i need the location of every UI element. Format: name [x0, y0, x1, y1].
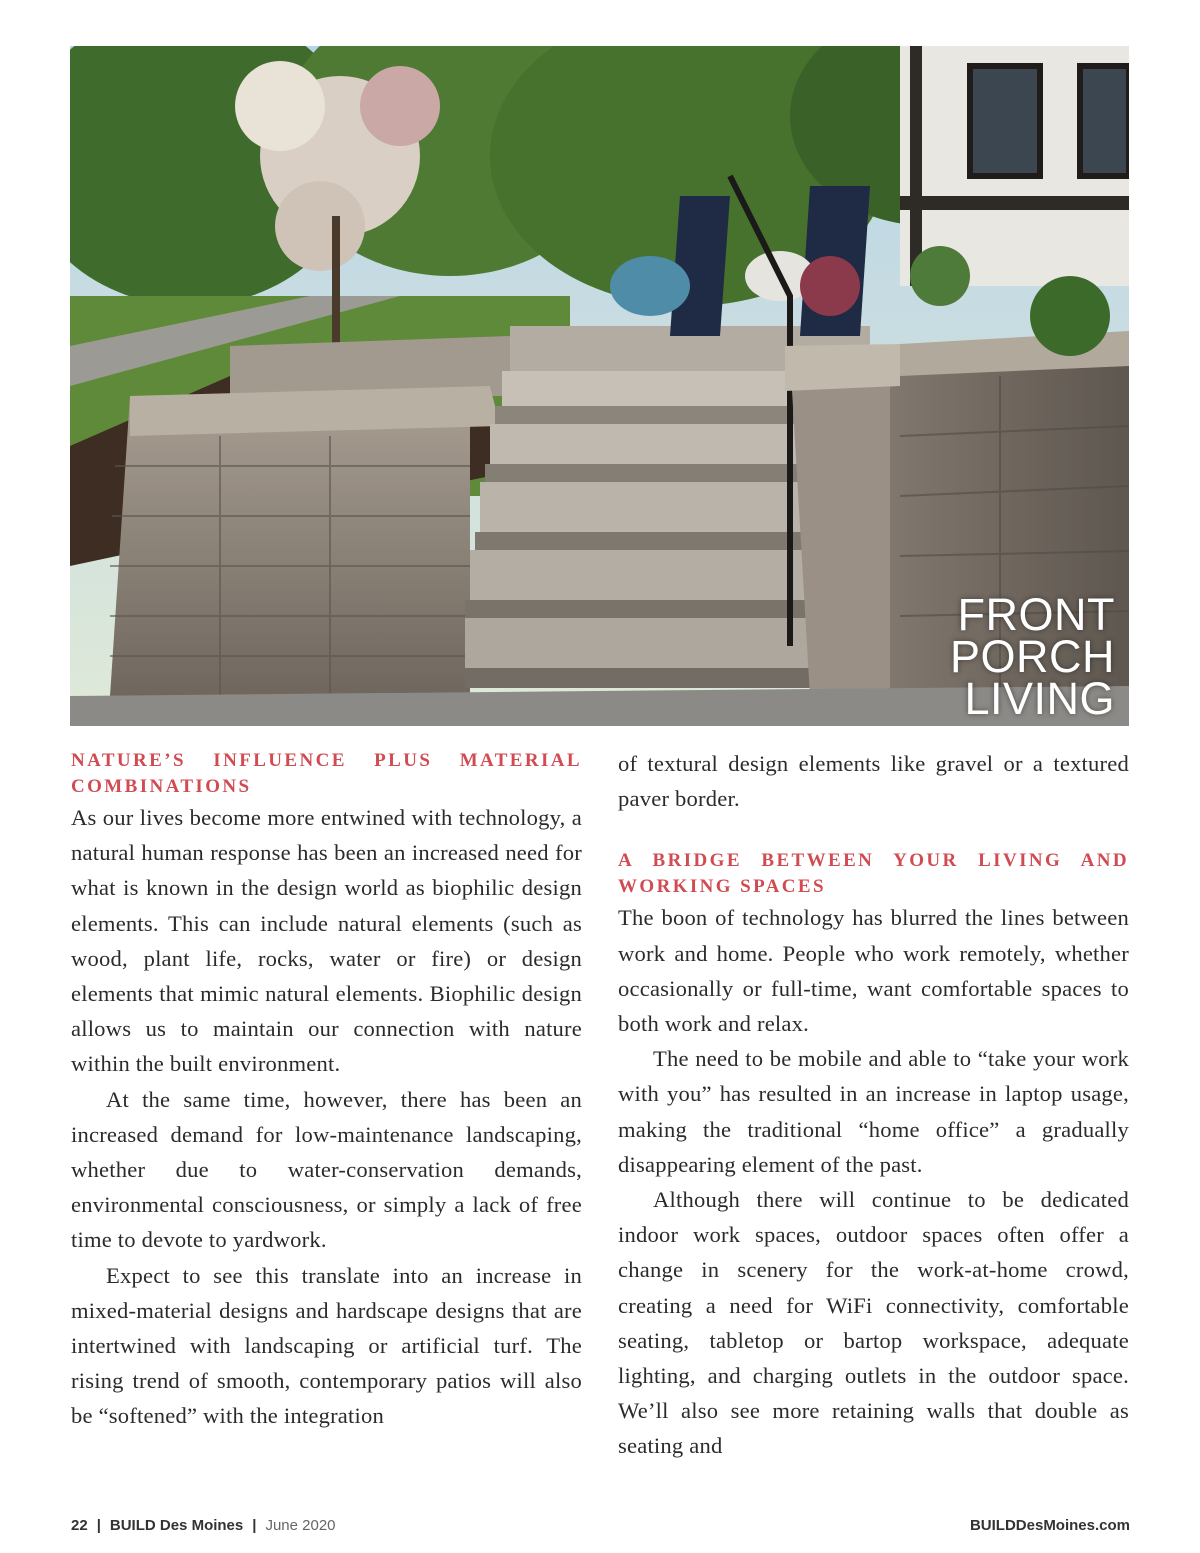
magazine-name: BUILD Des Moines	[109, 1517, 244, 1534]
footer-folio	[71, 1517, 336, 1534]
body-paragraph-continued: of textural design elements like gravel or a textured paver border.	[618, 751, 1129, 812]
issue-date: June 2020	[265, 1517, 336, 1534]
section-heading-living-working: A BRIDGE BETWEEN YOUR LIVING AND WORKING SPACES	[618, 850, 1129, 898]
website-url: BUILDDesMoines.com	[969, 1517, 1130, 1534]
footer-separator: |	[252, 1517, 257, 1534]
footer-separator: |	[96, 1517, 101, 1534]
body-paragraph: The need to be mobile and able to “take your work with you” has resulted in an increase in laptop usage, making the traditional “home office” a gradually disappearing element of the past.	[618, 1046, 1129, 1177]
hero-photo	[70, 46, 1129, 726]
body-paragraph: As our lives become more entwined with technology, a natural human response has been an increased need for what is known in the design world as biophilic design elements. This can include natural elements (such as wood, plant life, rocks, water or fire) or design elements that mimic natural elements. Biophilic design allows us to maintain our connection with nature within the built environment.	[71, 805, 582, 1077]
photo-title: FRONT PORCH LIVING	[949, 589, 1115, 724]
page-footer	[71, 1517, 1130, 1539]
body-paragraph: The boon of technology has blurred the lines between work and home. People who work remotely, whether occasionally or full-time, want comfortable spaces to both work and relax.	[618, 905, 1129, 1037]
right-column	[618, 746, 1129, 1464]
body-paragraph: Expect to see this translate into an increase in mixed-material designs and hardscape designs that are intertwined with landscaping or artificial turf. The rising trend of smooth, contemporary patios will also be “softened” with the integration	[71, 1262, 582, 1429]
section-heading-natures-influence: NATURE’S INFLUENCE PLUS MATERIAL COMBINATIONS	[71, 750, 582, 797]
left-column	[71, 746, 582, 1434]
page-number: 22	[71, 1517, 88, 1534]
body-paragraph: Although there will continue to be dedicated indoor work spaces, outdoor spaces often offer a change in scenery for the work-at-home crowd, creating a need for WiFi connectivity, comfortable seating, tabletop or bartop workspace, adequate lighting, and charging outlets in the outdoor space. We’ll also see more retaining walls that double as seating and	[618, 1187, 1129, 1459]
body-paragraph: At the same time, however, there has been an increased demand for low-maintenance landscaping, whether due to water-conservation demands, environmental consciousness, or simply a lack of free time to devote to yardwork.	[71, 1086, 582, 1253]
